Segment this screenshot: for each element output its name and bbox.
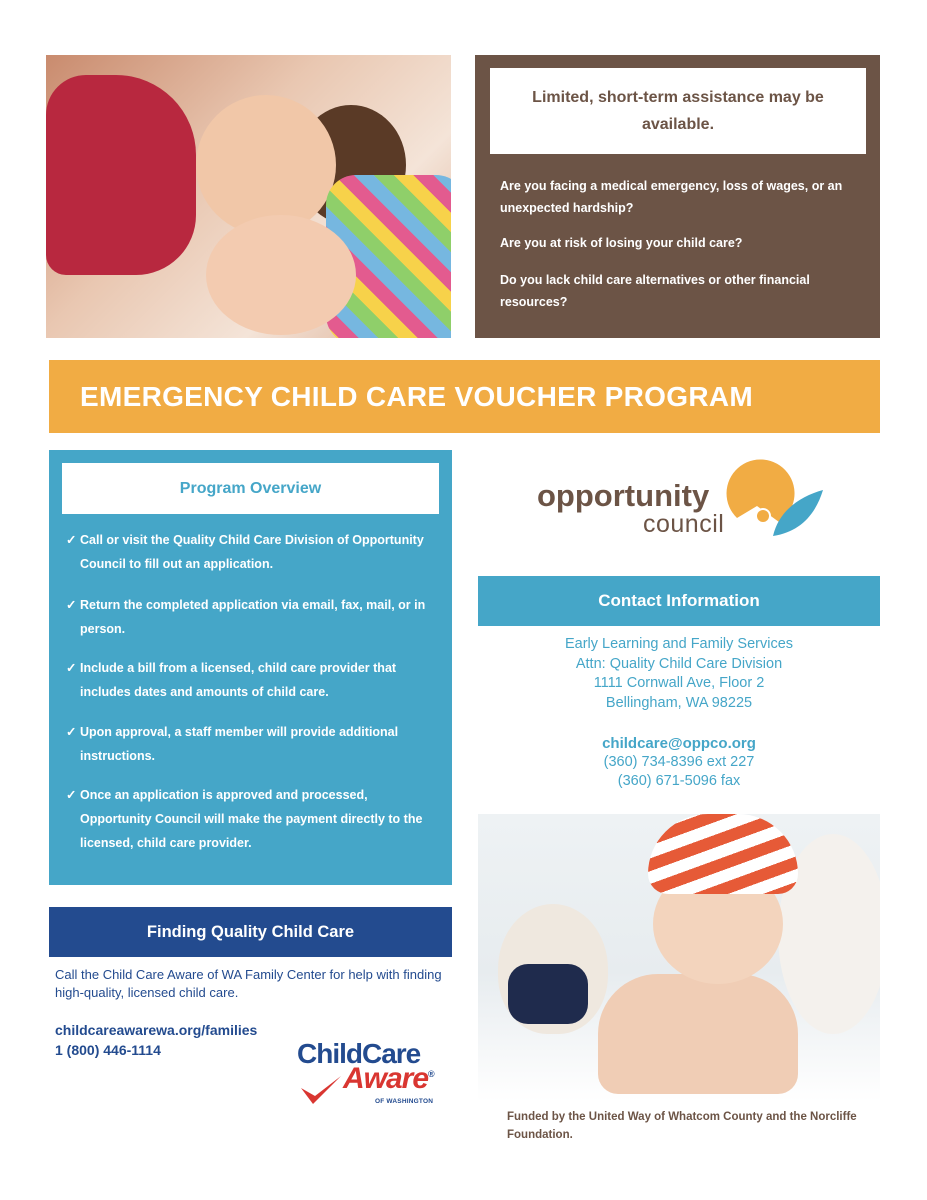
assistance-heading: Limited, short-term assistance may be available. (490, 68, 866, 154)
overview-step-text: Call or visit the Quality Child Care Division of Opportunity Council to fill out an application. (80, 533, 424, 571)
finding-child-care-text: Call the Child Care Aware of WA Family Center for help with finding high-quality, licensed child care. (55, 967, 442, 1000)
checkmark-icon: ✓ (66, 533, 77, 547)
question-hardship: Are you facing a medical emergency, loss of wages, or an unexpected hardship? (500, 179, 843, 215)
logo-council-text: council (643, 510, 725, 538)
overview-step (66, 656, 440, 704)
logo-opportunity-text: opportunity (537, 478, 710, 513)
overview-step (66, 783, 440, 855)
logo-washington-text: OF WASHINGTON (375, 1098, 434, 1105)
checkmark-icon: ✓ (66, 725, 77, 739)
contact-phone: (360) 734-8396 ext 227 (603, 754, 755, 770)
program-overview-heading: Program Overview (62, 463, 439, 514)
overview-step-text: Return the completed application via email, fax, mail, or in person. (80, 598, 426, 636)
sun-leaf-icon (717, 458, 827, 548)
question-risk: Are you at risk of losing your child care? (500, 236, 743, 250)
logo-childcare-text: ChildCare (297, 1038, 421, 1069)
baby-photo (478, 814, 880, 1102)
overview-step-text: Once an application is approved and processed, Opportunity Council will make the payment directly to the licensed, child care provider. (80, 788, 423, 850)
checkmark-icon: ✓ (66, 788, 77, 802)
checkmark-icon: ✓ (66, 598, 77, 612)
contact-information-heading: Contact Information (478, 576, 880, 626)
overview-step-text: Include a bill from a licensed, child care provider that includes dates and amounts of child care. (80, 661, 397, 699)
page-title: EMERGENCY CHILD CARE VOUCHER PROGRAM (80, 381, 753, 412)
child-care-aware-link[interactable]: childcareawarewa.org/families (55, 1022, 258, 1038)
overview-step (66, 593, 440, 641)
contact-email-link[interactable]: childcare@oppco.org (602, 735, 756, 752)
contact-street: 1111 Cornwall Ave, Floor 2 (593, 675, 765, 691)
logo-aware-text: Aware® (343, 1062, 434, 1095)
contact-department: Early Learning and Family Services (564, 636, 794, 652)
overview-step (66, 720, 440, 768)
contact-fax: (360) 671-5096 fax (617, 773, 741, 789)
overview-step (66, 528, 440, 576)
overview-step-text: Upon approval, a staff member will provide additional instructions. (80, 725, 399, 763)
child-care-aware-phone: 1 (800) 446-1114 (55, 1042, 161, 1058)
contact-attention: Attn: Quality Child Care Division (575, 656, 783, 672)
child-care-aware-logo (297, 1038, 457, 1118)
question-alternatives: Do you lack child care alternatives or other financial resources? (500, 273, 810, 309)
contact-city: Bellingham, WA 98225 (605, 695, 753, 711)
toddlers-photo (46, 55, 451, 338)
check-mark-icon (299, 1074, 343, 1110)
finding-child-care-heading: Finding Quality Child Care (49, 907, 452, 957)
checkmark-icon: ✓ (66, 661, 77, 675)
opportunity-council-logo (537, 458, 827, 548)
funding-note: Funded by the United Way of Whatcom County and the Norcliffe Foundation. (507, 1111, 857, 1141)
